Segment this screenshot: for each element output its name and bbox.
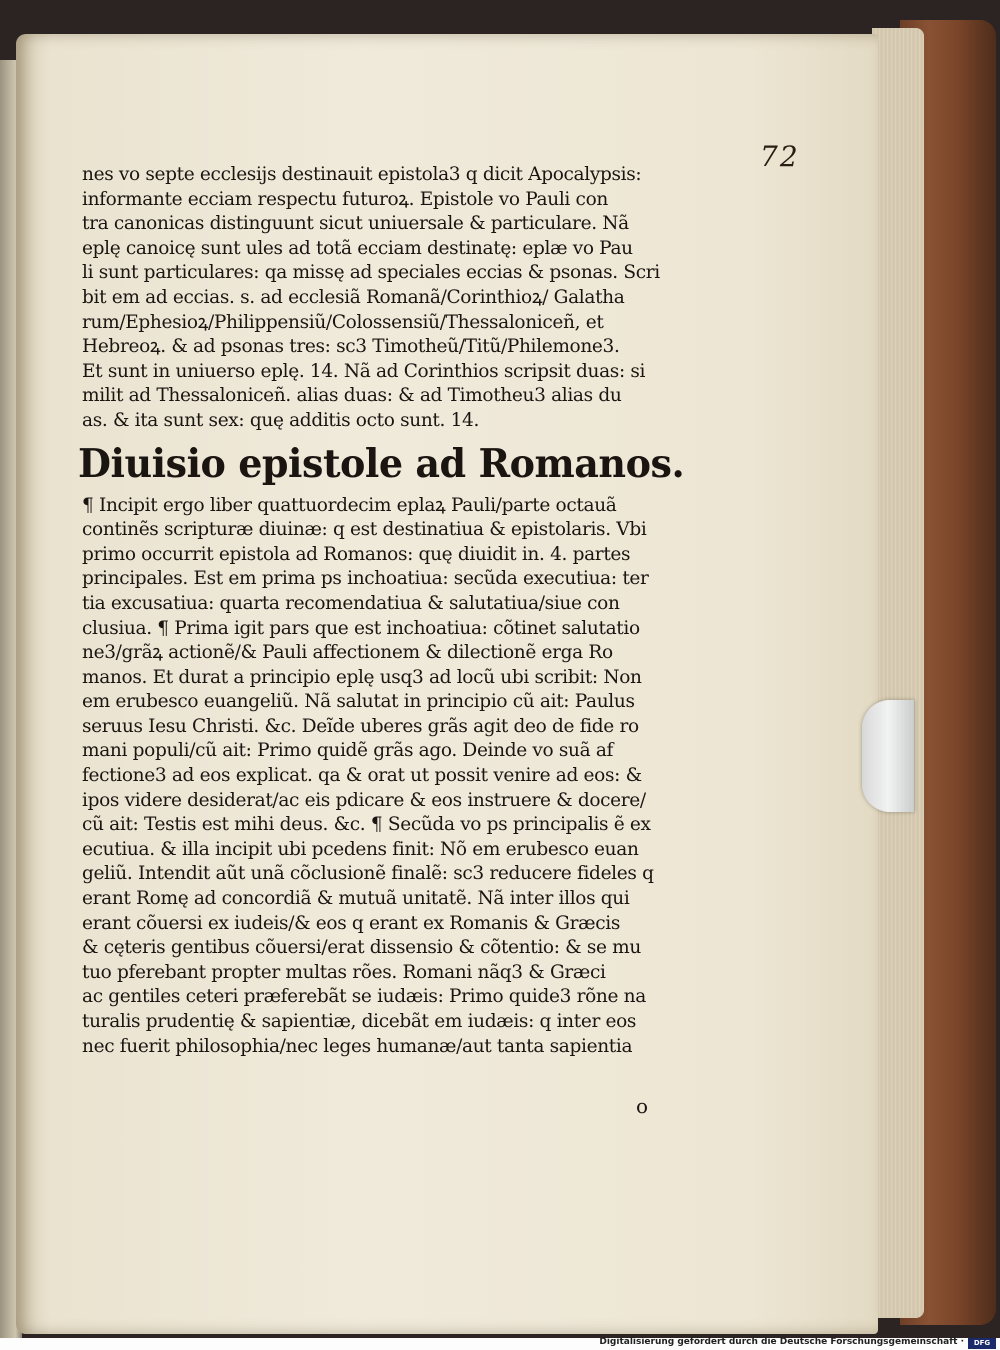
folio-number: 72	[760, 140, 800, 173]
text-line: continẽs scripturæ diuinæ: q est destinatiua & epistolaris. Vbi	[82, 519, 647, 541]
text-line: principales. Est em prima ps inchoatiua: secũda executiua: ter	[82, 568, 649, 590]
text-line: ¶ Incipit ergo liber quattuordecim eplaꝝ Pauli/parte octauã	[82, 494, 617, 516]
text-line: li sunt particulares: qa missę ad speciales eccias & psonas. Scri	[82, 262, 660, 284]
text-block	[78, 163, 690, 1059]
section-heading: Diuisio epistole ad Romanos.	[78, 440, 685, 487]
text-line: ne3/grãꝝ actionẽ/& Pauli affectionem & dilectionẽ erga Ro	[82, 642, 613, 664]
text-line: em erubesco euangeliũ. Nã salutat in principio cũ ait: Paulus	[82, 691, 635, 713]
text-line: cũ ait: Testis est mihi deus. &c. ¶ Secũda vo ps principalis ẽ ex	[82, 814, 651, 836]
text-line: erant Romę ad concordiã & mutuã unitatẽ. Nã inter illos qui	[82, 888, 630, 910]
text-line: & cęteris gentibus cõuersi/erat dissensio & cõtentio: & se mu	[82, 937, 642, 959]
text-line: milit ad Thessaloniceñ. alias duas: & ad Timotheu3 alias du	[82, 385, 622, 407]
text-line: informante ecciam respectu futuroꝝ. Epistole vo Pauli con	[82, 188, 608, 210]
paragraph-after-heading	[82, 494, 690, 1060]
text-line: rum/Ephesioꝝ/Philippensiũ/Colossensiũ/Thessaloniceñ, et	[82, 311, 604, 333]
text-line: nes vo septe ecclesijs destinauit epistola3 q dicit Apocalypsis:	[82, 164, 642, 185]
text-line: mani populi/cũ ait: Primo quidẽ grãs ago. Deinde vo suã af	[82, 740, 614, 762]
text-line: clusiua. ¶ Prima igit pars que est inchoatiua: cõtinet salutatio	[82, 617, 640, 639]
page-clip	[862, 700, 914, 812]
text-line: primo occurrit epistola ad Romanos: quę diuidit in. 4. partes	[82, 543, 631, 565]
text-line: nec fuerit philosophia/nec leges humanæ/aut tanta sapientia	[82, 1035, 633, 1057]
text-line: turalis prudentię & sapientiæ, dicebãt em iudæis: q inter eos	[82, 1011, 637, 1032]
text-line: eplę canoicę sunt ules ad totã ecciam destinatę: eplæ vo Pau	[82, 237, 633, 259]
text-line: geliũ. Intendit aũt unã cõclusionẽ finalẽ: sc3 reducere fideles q	[82, 863, 654, 885]
text-line: ecutiua. & illa incipit ubi pcedens finit: Nõ em erubesco euan	[82, 838, 639, 860]
text-line: manos. Et durat a principio eplę usq3 ad locũ ubi scribit: Non	[82, 666, 642, 688]
footer-credit	[0, 1338, 1000, 1350]
text-line: fectione3 ad eos explicat. qa & orat ut possit venire ad eos: &	[82, 765, 642, 787]
text-line: Hebreoꝝ. & ad psonas tres: sc3 Timotheũ/Titũ/Philemone3.	[82, 336, 620, 358]
page-edges	[872, 28, 924, 1318]
dfg-logo: DFG	[968, 1338, 996, 1349]
signature-mark: o	[636, 1094, 649, 1118]
text-line: erant cõuersi ex iudeis/& eos q erant ex Romanis & Græcis	[82, 912, 620, 934]
text-line: seruus Iesu Christi. &c. Deĩde uberes grãs agit deo de fide ro	[82, 715, 639, 737]
text-line: tuo pferebant propter multas rões. Romani nãq3 & Græci	[82, 961, 606, 983]
text-line: as. & ita sunt sex: quę additis octo sunt. 14.	[82, 409, 480, 431]
text-line: tia excusatiua: quarta recomendatiua & salutatiua/siue con	[82, 592, 620, 614]
text-line: bit em ad eccias. s. ad ecclesiã Romanã/Corinthioꝝ/ Galatha	[82, 286, 625, 308]
text-line: ac gentiles ceteri præferebãt se iudæis: Primo quide3 rõne na	[82, 986, 646, 1008]
text-line: ipos videre desiderat/ac eis pdicare & eos instruere & docere/	[82, 789, 646, 811]
text-line: Et sunt in uniuerso eplę. 14. Nã ad Corinthios scripsit duas: si	[82, 360, 646, 382]
text-line: tra canonicas distinguunt sicut uniuersale & particulare. Nã	[82, 213, 629, 235]
paragraph-before-heading	[82, 163, 690, 434]
credit-text: Digitalisierung gefördert durch die Deutsche Forschungsgemeinschaft ·	[599, 1337, 964, 1347]
